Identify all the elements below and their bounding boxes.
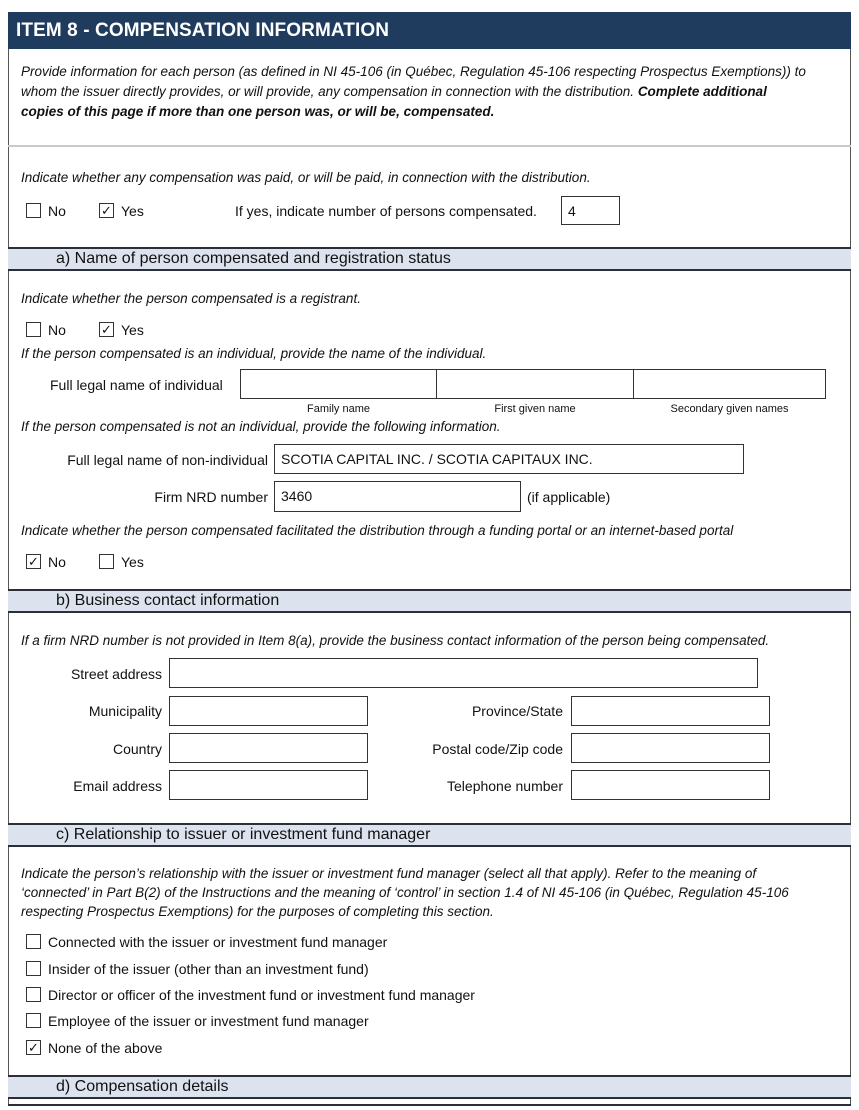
intro-paragraph [21,62,806,122]
intro-line-1: Provide information for each person (as defined in NI 45-106 (in Québec, Regulation 45-106 respecting Prospectus Exemptions)) to [21,64,806,79]
section-a-header: a) Name of person compensated and registration status [8,247,851,271]
persons-count-label: If yes, indicate number of persons compensated. [235,203,537,219]
firm-nrd-label: Firm NRD number [154,489,268,505]
non-individual-note: If the person compensated is not an individual, provide the following information. [21,419,501,434]
relationship-none-label: None of the above [48,1040,163,1056]
section-b-header: b) Business contact information [8,589,851,613]
relationship-director-label: Director or officer of the investment fund or investment fund manager [48,987,475,1003]
registrant-no-checkbox[interactable] [26,322,41,337]
relationship-note-line-2: ‘connected’ in Part B(2) of the Instructions and the meaning of ‘control’ in section 1.4 of NI 45-106 (in Québec, Regulation 45-106 [21,885,789,900]
relationship-note [21,864,789,921]
secondary-given-names-input[interactable] [633,369,826,399]
non-individual-name-input[interactable]: SCOTIA CAPITAL INC. / SCOTIA CAPITAUX INC. [274,444,744,474]
portal-no-label: No [48,554,66,570]
relationship-director-checkbox[interactable] [26,987,41,1002]
registrant-yes-checkbox[interactable]: ✓ [99,322,114,337]
portal-question: Indicate whether the person compensated facilitated the distribution through a funding portal or an internet-based portal [21,523,734,538]
family-name-input[interactable] [240,369,437,399]
telephone-label: Telephone number [447,778,563,794]
non-individual-name-label: Full legal name of non-individual [67,452,268,468]
postal-code-input[interactable] [571,733,770,763]
compensation-no-label: No [48,203,66,219]
section-d-header: d) Compensation details [8,1075,851,1099]
municipality-input[interactable] [169,696,368,726]
country-label: Country [112,741,162,757]
province-input[interactable] [571,696,770,726]
relationship-insider-label: Insider of the issuer (other than an investment fund) [48,961,369,977]
relationship-none-checkbox[interactable]: ✓ [26,1040,41,1055]
portal-no-checkbox[interactable]: ✓ [26,554,41,569]
email-input[interactable] [169,770,368,800]
first-given-name-input[interactable] [436,369,634,399]
secondary-given-names-caption: Secondary given names [670,403,789,415]
telephone-input[interactable] [571,770,770,800]
street-address-label: Street address [70,666,162,682]
relationship-note-line-3: respecting Prospectus Exemptions) for the purposes of completing this section. [21,904,494,919]
page-title: ITEM 8 - COMPENSATION INFORMATION [8,12,851,49]
registrant-no-label: No [48,322,66,338]
relationship-employee-label: Employee of the issuer or investment fund manager [48,1013,369,1029]
country-input[interactable] [169,733,368,763]
family-name-caption: Family name [307,403,370,415]
individual-name-label: Full legal name of individual [50,377,223,393]
relationship-note-line-1: Indicate the person’s relationship with the issuer or investment fund manager (select all that apply). Refer to the meaning of [21,866,757,881]
compensation-no-checkbox[interactable] [26,203,41,218]
postal-code-label: Postal code/Zip code [432,741,563,757]
compensation-yes-label: Yes [121,203,144,219]
relationship-employee-checkbox[interactable] [26,1013,41,1028]
first-given-name-caption: First given name [494,403,576,415]
municipality-label: Municipality [88,703,162,719]
relationship-connected-label: Connected with the issuer or investment fund manager [48,934,388,950]
registrant-yes-label: Yes [121,322,144,338]
portal-yes-label: Yes [121,554,144,570]
persons-count-input[interactable]: 4 [561,196,620,225]
intro-line-3: copies of this page if more than one person was, or will be, compensated. [21,104,495,119]
business-contact-note: If a firm NRD number is not provided in Item 8(a), provide the business contact information of the person being compensated. [21,633,770,648]
province-label: Province/State [471,703,563,719]
individual-note: If the person compensated is an individual, provide the name of the individual. [21,346,487,361]
portal-yes-checkbox[interactable] [99,554,114,569]
relationship-connected-checkbox[interactable] [26,934,41,949]
email-label: Email address [73,778,162,794]
firm-nrd-input[interactable]: 3460 [274,481,521,512]
relationship-insider-checkbox[interactable] [26,961,41,976]
bottom-border [8,1104,851,1106]
compensation-yes-checkbox[interactable]: ✓ [99,203,114,218]
section-c-header: c) Relationship to issuer or investment fund manager [8,823,851,847]
intro-line-2: whom the issuer directly provides, or will provide, any compensation in connection with the distribution. Complete additional [21,84,767,99]
registrant-question: Indicate whether the person compensated is a registrant. [21,291,361,306]
divider [8,145,851,147]
compensation-question: Indicate whether any compensation was paid, or will be paid, in connection with the distribution. [21,170,591,185]
street-address-input[interactable] [169,658,758,688]
firm-nrd-note: (if applicable) [527,489,611,505]
